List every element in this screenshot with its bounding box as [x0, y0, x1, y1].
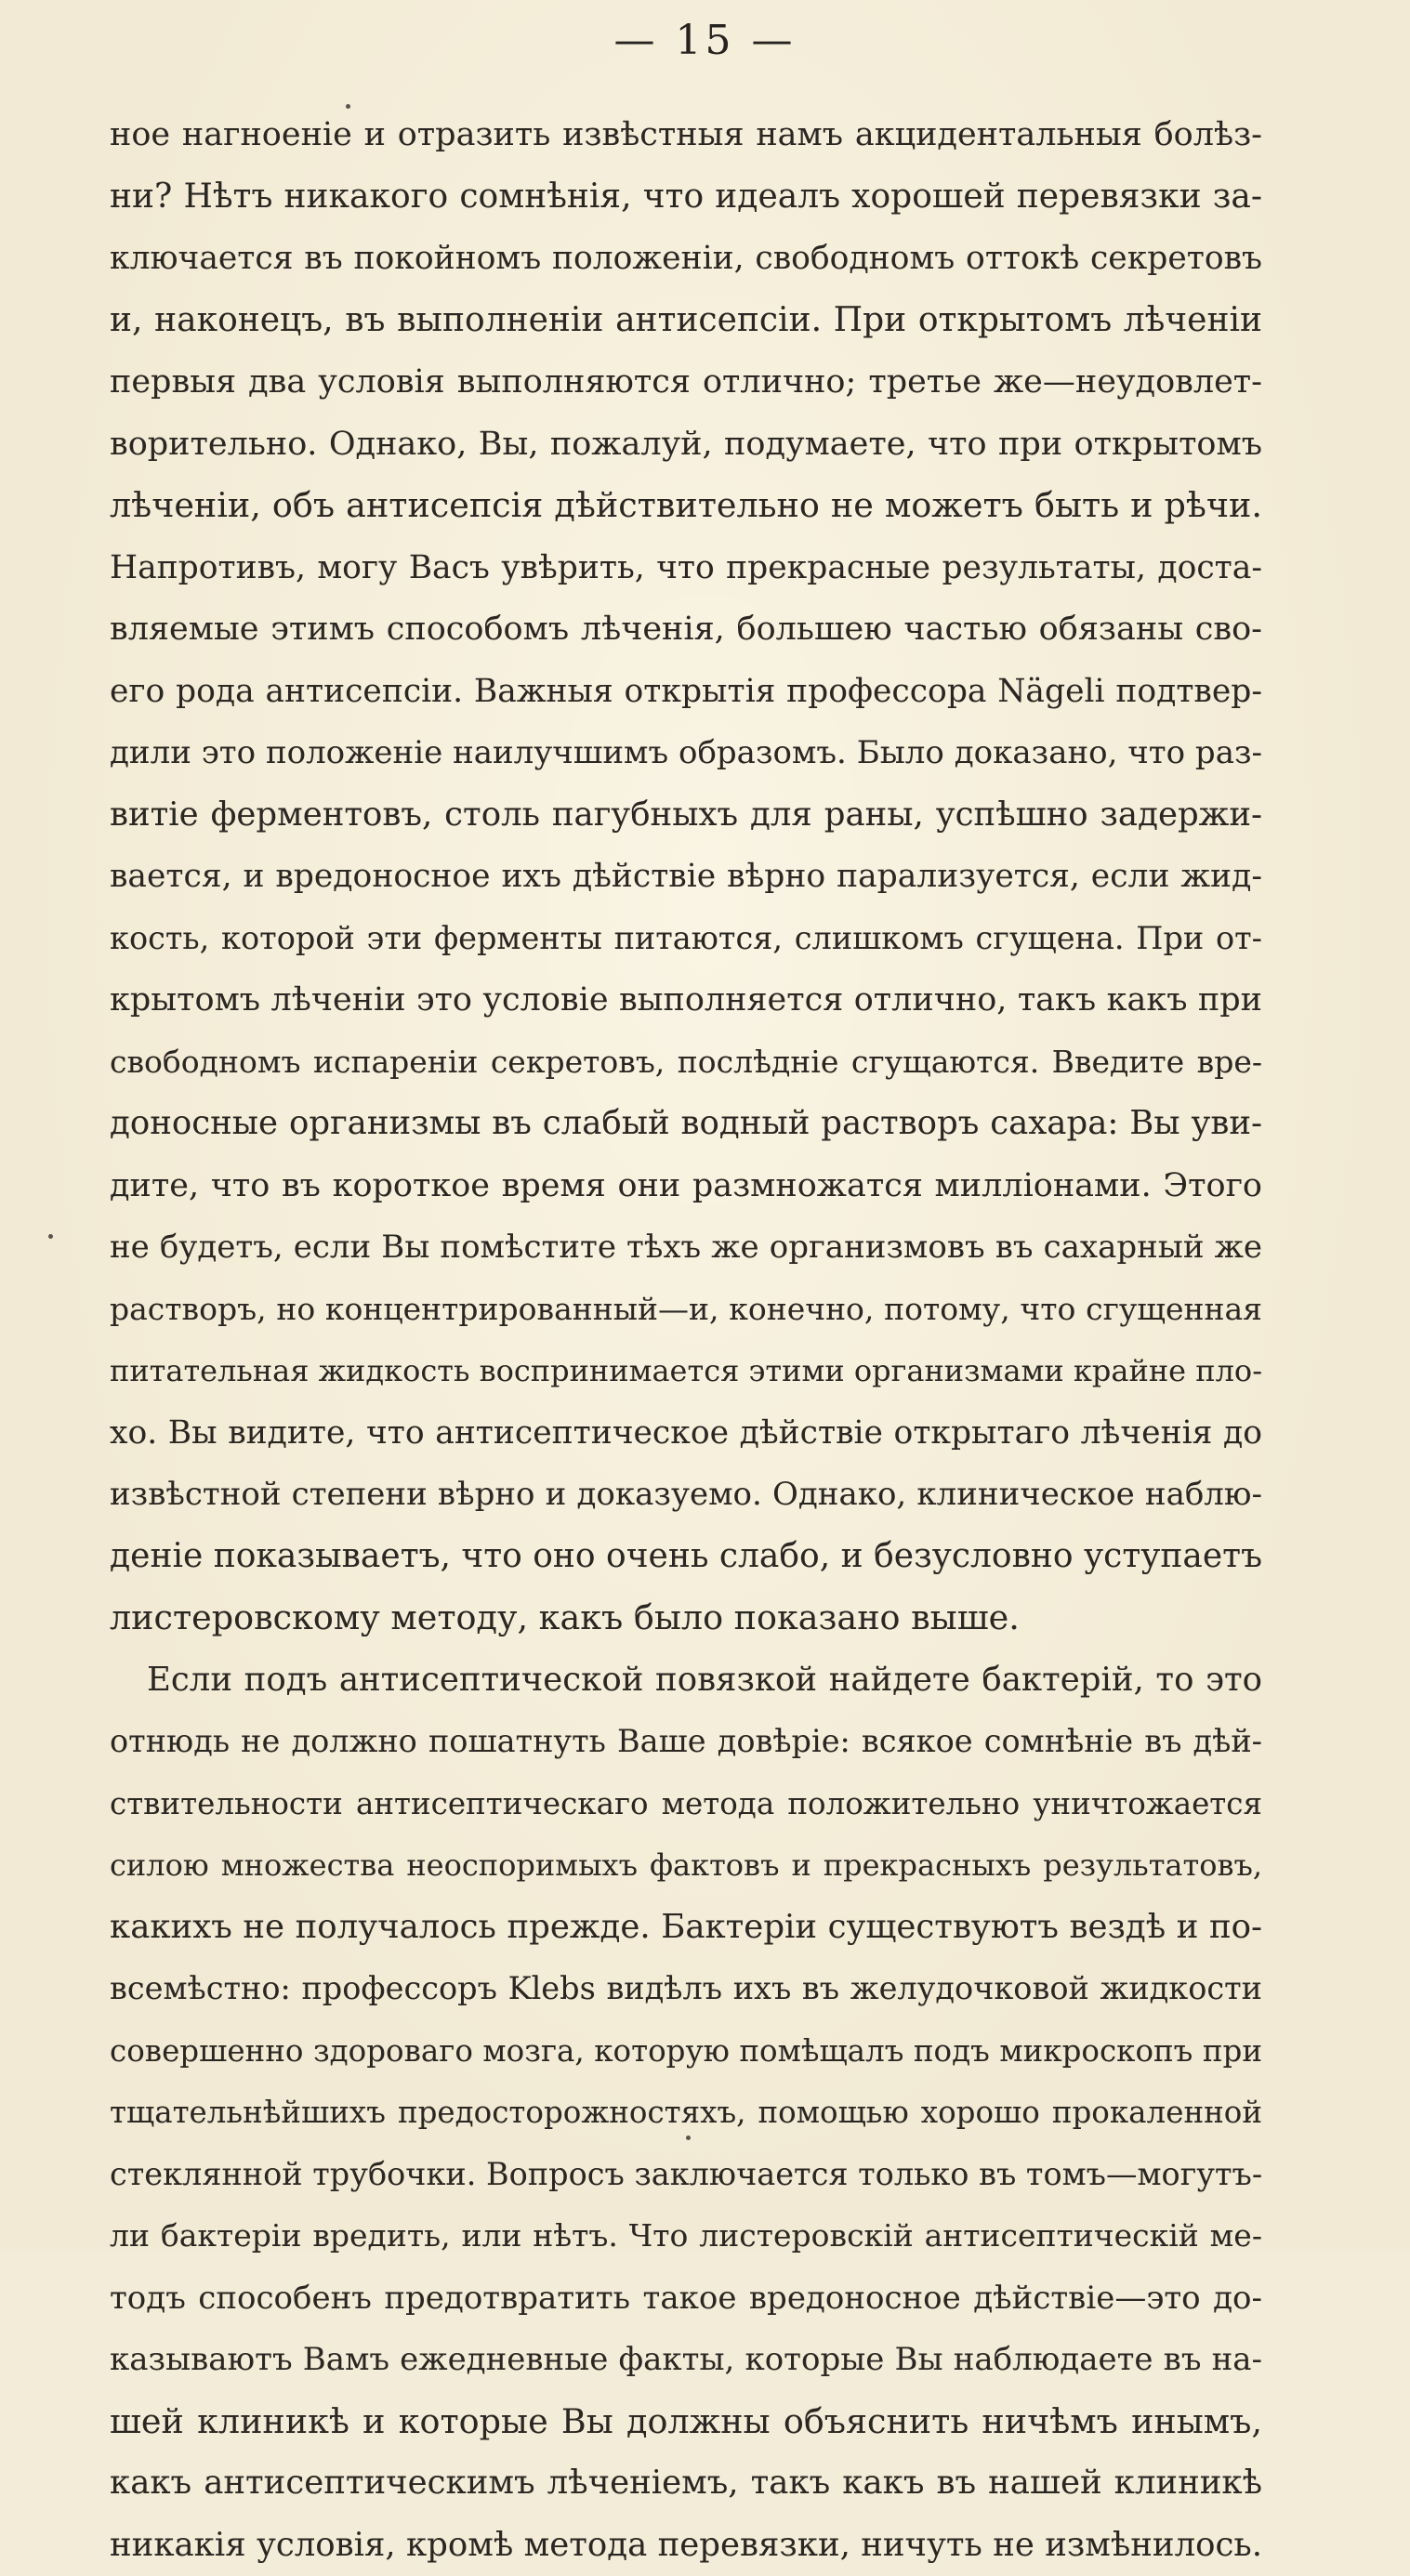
text-line: питательная жидкость воспринимается этими организмами крайне пло- [110, 1340, 1262, 1402]
text-line: свободномъ испареніи секретовъ, послѣдніе сгущаются. Введите вре- [110, 1032, 1262, 1094]
ink-speck [48, 1234, 53, 1239]
text-line: всемѣстно: профессоръ Klebs видѣлъ ихъ въ желудочковой жидкости [110, 1958, 1262, 2020]
text-line: вляемые этимъ способомъ лѣченія, большею частью обязаны сво- [110, 598, 1262, 661]
text-line: тщательнѣйшихъ предосторожностяхъ, помощью хорошо прокаленной [110, 2082, 1262, 2144]
text-line: вается, и вредоносное ихъ дѣйствіе вѣрно парализуется, если жид- [110, 846, 1262, 908]
text-line: ствительности антисептическаго метода положительно уничтожается [110, 1773, 1262, 1835]
paragraph-start-line: Если подъ антисептической повязкой найдете бактерій, то это [110, 1649, 1262, 1712]
text-line: какъ антисептическимъ лѣченіемъ, такъ какъ въ нашей клиникѣ [110, 2452, 1262, 2515]
page-number: — 15 — [0, 17, 1410, 64]
text-line: ключается въ покойномъ положеніи, свободномъ оттокѣ секретовъ [110, 228, 1262, 290]
text-line: шей клиникѣ и которые Вы должны объяснить ничѣмъ инымъ, [110, 2391, 1262, 2453]
text-line: ное нагноеніе и отразить извѣстныя намъ акцидентальныя болѣз- [110, 104, 1262, 166]
body-text [110, 104, 1262, 2576]
text-line: доносные организмы въ слабый водный растворъ сахара: Вы уви- [110, 1093, 1262, 1155]
text-line: казываютъ Вамъ ежедневные факты, которые Вы наблюдаете въ на- [110, 2329, 1262, 2391]
text-line: кость, которой эти ферменты питаются, слишкомъ сгущена. При от- [110, 908, 1262, 970]
text-line: и, наконецъ, въ выполненіи антисепсіи. При открытомъ лѣченіи [110, 290, 1262, 352]
text-line: ни? Нѣтъ никакого сомнѣнія, что идеалъ хорошей перевязки за- [110, 166, 1262, 229]
text-line: крытомъ лѣченіи это условіе выполняется отлично, такъ какъ при [110, 969, 1262, 1032]
text-line: его рода антисепсіи. Важныя открытія профессора Nägeli подтвер- [110, 661, 1262, 723]
text-line: силою множества неоспоримыхъ фактовъ и прекрасныхъ результатовъ, [110, 1834, 1262, 1897]
text-line: хо. Вы видите, что антисептическое дѣйствіе открытаго лѣченія до [110, 1402, 1262, 1465]
text-line: ли бактеріи вредить, или нѣтъ. Что листеровскій антисептическій ме- [110, 2205, 1262, 2267]
text-line: лѣченіи, объ антисепсія дѣйствительно не можетъ быть и рѣчи. [110, 475, 1262, 537]
text-line: листеровскому методу, какъ было показано выше. [110, 1587, 1262, 1649]
ink-speck [686, 2136, 691, 2140]
text-line: дили это положеніе наилучшимъ образомъ. Было доказано, что раз- [110, 722, 1262, 784]
text-line: какихъ не получалось прежде. Бактеріи существуютъ вездѣ и по- [110, 1897, 1262, 1959]
text-line: Напротивъ, могу Васъ увѣрить, что прекрасные результаты, доста- [110, 537, 1262, 599]
text-line: стеклянной трубочки. Вопросъ заключается только въ томъ—могутъ- [110, 2144, 1262, 2206]
text-line: дите, что въ короткое время они размножатся милліонами. Этого [110, 1155, 1262, 1217]
text-line: витіе ферментовъ, столь пагубныхъ для раны, успѣшно задержи- [110, 784, 1262, 847]
text-line: деніе показываетъ, что оно очень слабо, и безусловно уступаетъ [110, 1526, 1262, 1588]
text-line: растворъ, но концентрированный—и, конечно, потому, что сгущенная [110, 1279, 1262, 1341]
text-line: совершенно здороваго мозга, которую помѣщалъ подъ микроскопъ при [110, 2020, 1262, 2083]
text-line: не будетъ, если Вы помѣстите тѣхъ же организмовъ въ сахарный же [110, 1216, 1262, 1279]
text-line: никакія условія, кромѣ метода перевязки, ничуть не измѣнилось. [110, 2515, 1262, 2576]
ink-speck [346, 104, 350, 109]
text-line: тодъ способенъ предотвратить такое вредоносное дѣйствіе—это до- [110, 2267, 1262, 2330]
text-line: первыя два условія выполняются отлично; третье же—неудовлет- [110, 351, 1262, 414]
text-line: отнюдь не должно пошатнуть Ваше довѣріе: всякое сомнѣніе въ дѣй- [110, 1711, 1262, 1773]
text-line: извѣстной степени вѣрно и доказуемо. Однако, клиническое наблю- [110, 1464, 1262, 1526]
text-line: ворительно. Однако, Вы, пожалуй, подумаете, что при открытомъ [110, 414, 1262, 476]
